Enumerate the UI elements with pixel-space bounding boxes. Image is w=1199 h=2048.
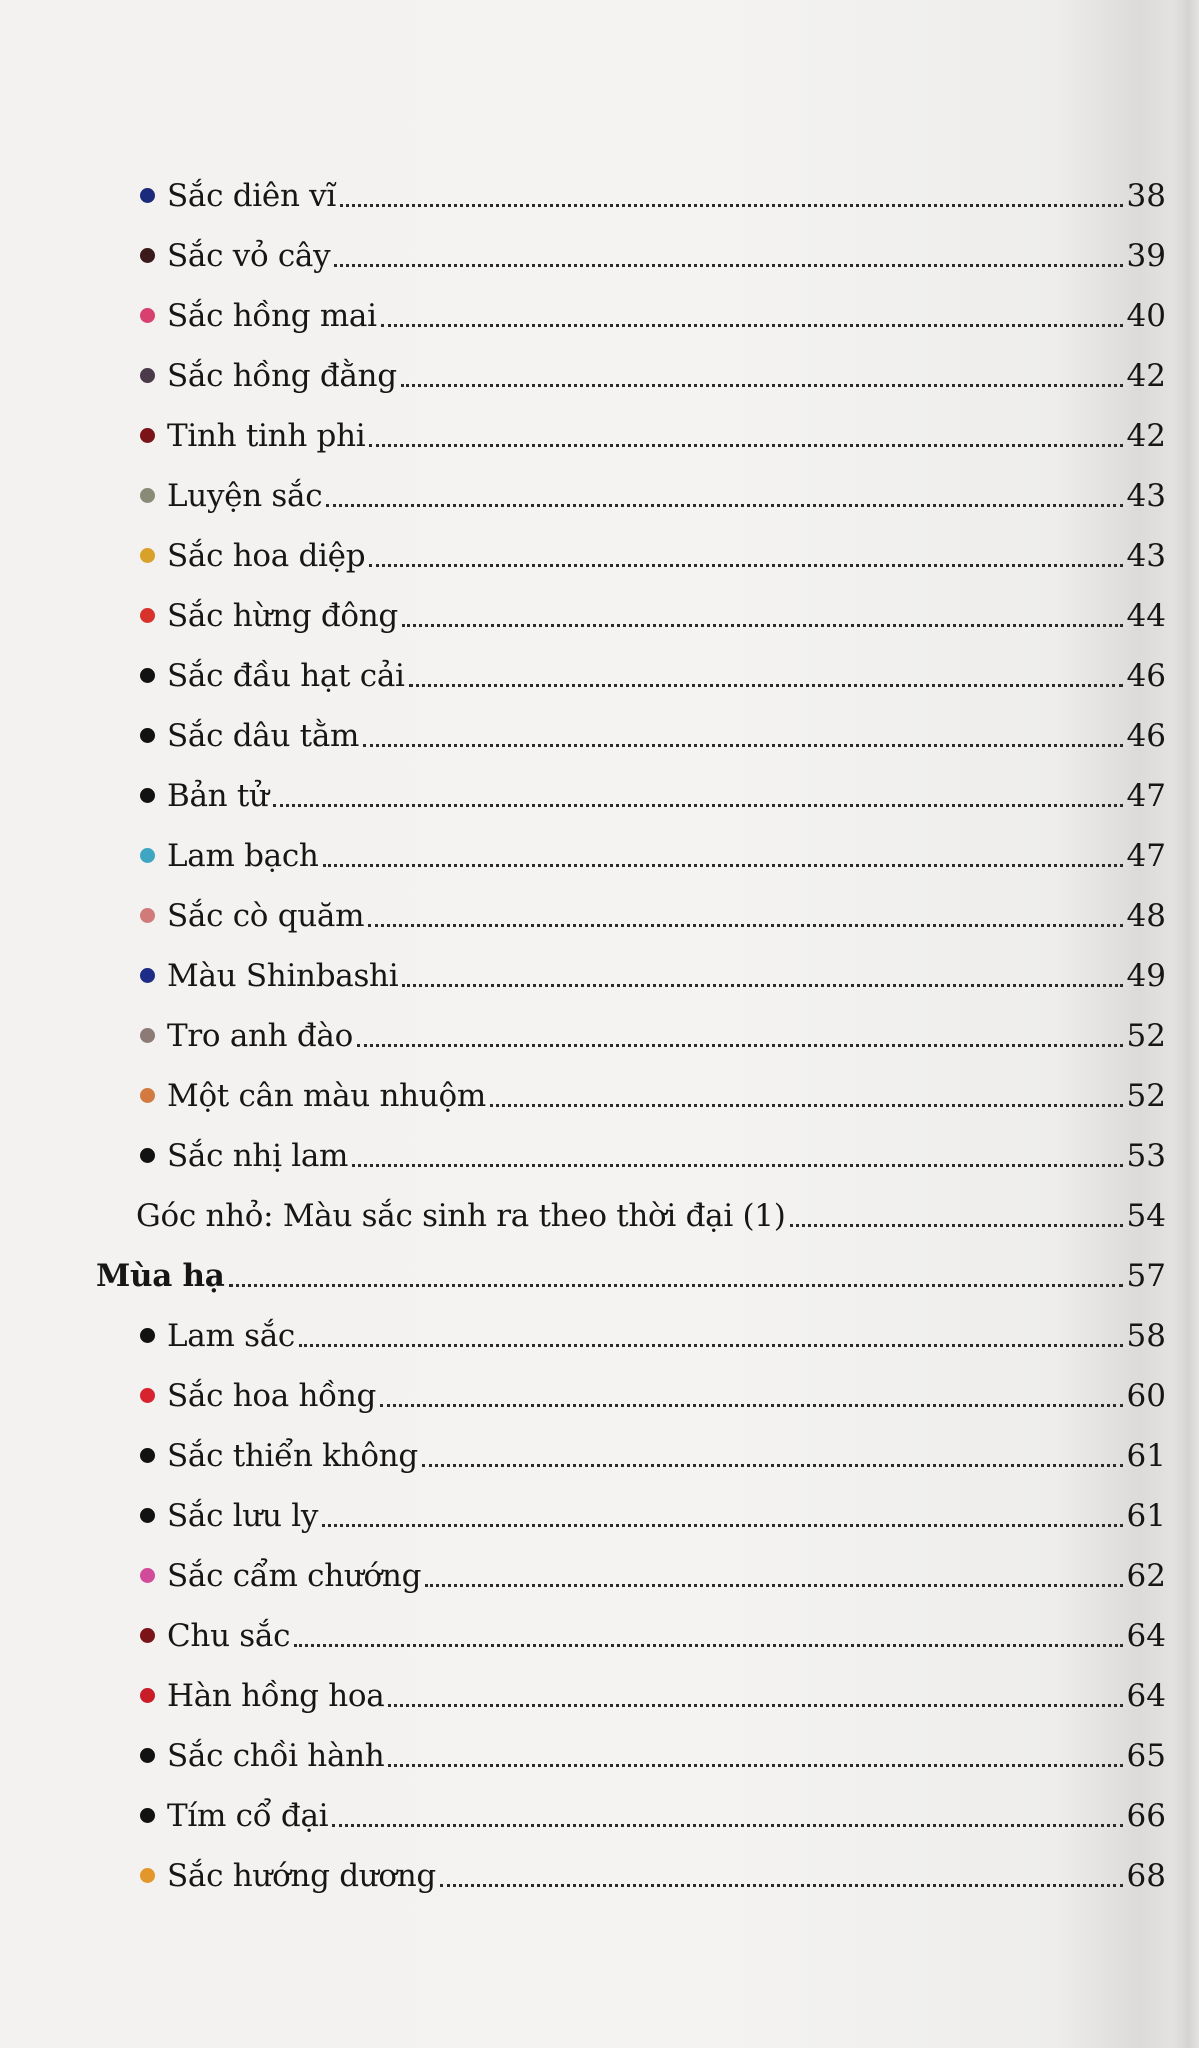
- toc-entry[interactable]: [140, 1372, 1166, 1416]
- toc-entry-title: Tro anh đào: [167, 1018, 353, 1054]
- toc-entry[interactable]: [140, 352, 1166, 396]
- toc-entry-title: Màu Shinbashi: [167, 958, 399, 994]
- toc-page-number: 66: [1126, 1798, 1166, 1834]
- bullet-dot-icon: [140, 548, 155, 563]
- toc-entry[interactable]: [140, 1792, 1166, 1836]
- bullet-dot-icon: [140, 488, 155, 503]
- toc-entry-title: Góc nhỏ: Màu sắc sinh ra theo thời đại (1): [136, 1198, 786, 1234]
- bullet-dot-icon: [140, 188, 155, 203]
- toc-entry-title: Sắc lưu ly: [167, 1498, 319, 1534]
- dot-leader: [368, 924, 1122, 927]
- dot-leader: [440, 1884, 1123, 1887]
- toc-page-number: 60: [1126, 1378, 1166, 1414]
- toc-entry[interactable]: [140, 1132, 1166, 1176]
- dot-leader: [422, 1464, 1123, 1467]
- dot-leader: [381, 324, 1123, 327]
- dot-leader: [334, 264, 1122, 267]
- toc-note-entry[interactable]: [136, 1192, 1166, 1236]
- toc-entry[interactable]: [140, 1732, 1166, 1776]
- toc-entry-title: Lam sắc: [167, 1318, 295, 1354]
- bullet-dot-icon: [140, 1508, 155, 1523]
- dot-leader: [369, 444, 1122, 447]
- bullet-dot-icon: [140, 1748, 155, 1763]
- toc-entry[interactable]: [140, 1312, 1166, 1356]
- toc-page-number: 40: [1126, 298, 1166, 334]
- toc-page-number: 47: [1126, 778, 1166, 814]
- bullet-dot-icon: [140, 1328, 155, 1343]
- toc-page-number: 68: [1126, 1858, 1166, 1894]
- bullet-dot-icon: [140, 368, 155, 383]
- toc-entry-title: Sắc diên vĩ: [167, 178, 336, 214]
- toc-entry-title: Sắc cẩm chướng: [167, 1558, 422, 1594]
- toc-entry-title: Sắc nhị lam: [167, 1138, 349, 1174]
- toc-entry-title: Sắc hoa hồng: [167, 1378, 377, 1414]
- toc-section-heading[interactable]: [96, 1252, 1166, 1296]
- toc-entry[interactable]: [140, 292, 1166, 336]
- toc-entry-title: Chu sắc: [167, 1618, 291, 1654]
- toc-entry-title: Tím cổ đại: [167, 1798, 329, 1834]
- toc-entry-title: Sắc thiển không: [167, 1438, 418, 1474]
- toc-entry[interactable]: [140, 772, 1166, 816]
- toc-entry-title: Sắc hồng mai: [167, 298, 377, 334]
- toc-entry-title: Sắc dâu tằm: [167, 718, 360, 754]
- bullet-dot-icon: [140, 1088, 155, 1103]
- toc-page-number: 38: [1126, 178, 1166, 214]
- dot-leader: [388, 1704, 1122, 1707]
- toc-entry-title: Hàn hồng hoa: [167, 1678, 385, 1714]
- toc-entry-title: Một cân màu nhuộm: [167, 1078, 486, 1114]
- toc-page-number: 49: [1126, 958, 1166, 994]
- toc-entry[interactable]: [140, 1552, 1166, 1596]
- toc-page-number: 54: [1126, 1198, 1166, 1234]
- toc-entry-title: Sắc vỏ cây: [167, 238, 331, 274]
- dot-leader: [340, 204, 1123, 207]
- dot-leader: [380, 1404, 1123, 1407]
- toc-page-number: 47: [1126, 838, 1166, 874]
- bullet-dot-icon: [140, 668, 155, 683]
- dot-leader: [402, 984, 1122, 987]
- toc-page-number: 62: [1126, 1558, 1166, 1594]
- toc-entry[interactable]: [140, 532, 1166, 576]
- bullet-dot-icon: [140, 248, 155, 263]
- dot-leader: [369, 564, 1122, 567]
- toc-page-number: 61: [1126, 1498, 1166, 1534]
- toc-entry[interactable]: [140, 712, 1166, 756]
- toc-entry[interactable]: [140, 1612, 1166, 1656]
- dot-leader: [790, 1224, 1123, 1227]
- bullet-dot-icon: [140, 428, 155, 443]
- toc-entry[interactable]: [140, 472, 1166, 516]
- toc-entry[interactable]: [140, 1492, 1166, 1536]
- bullet-dot-icon: [140, 788, 155, 803]
- toc-page-number: 57: [1126, 1258, 1166, 1294]
- toc-entry[interactable]: [140, 652, 1166, 696]
- toc-entry[interactable]: [140, 1012, 1166, 1056]
- bullet-dot-icon: [140, 1688, 155, 1703]
- toc-entry[interactable]: [140, 832, 1166, 876]
- toc-entry[interactable]: [140, 172, 1166, 216]
- dot-leader: [490, 1104, 1123, 1107]
- dot-leader: [322, 1524, 1122, 1527]
- bullet-dot-icon: [140, 1628, 155, 1643]
- bullet-dot-icon: [140, 1568, 155, 1583]
- toc-page-number: 46: [1126, 658, 1166, 694]
- toc-entry[interactable]: [140, 1852, 1166, 1896]
- toc-page-number: 52: [1126, 1078, 1166, 1114]
- toc-entry[interactable]: [140, 1072, 1166, 1116]
- toc-entry[interactable]: [140, 592, 1166, 636]
- dot-leader: [409, 684, 1123, 687]
- dot-leader: [402, 624, 1123, 627]
- dot-leader: [388, 1764, 1122, 1767]
- toc-entry[interactable]: [140, 232, 1166, 276]
- toc-page-number: 46: [1126, 718, 1166, 754]
- dot-leader: [363, 744, 1122, 747]
- dot-leader: [229, 1284, 1123, 1287]
- bullet-dot-icon: [140, 1448, 155, 1463]
- toc-entry[interactable]: [140, 952, 1166, 996]
- toc-page-number: 53: [1126, 1138, 1166, 1174]
- dot-leader: [294, 1644, 1122, 1647]
- toc-page-number: 52: [1126, 1018, 1166, 1054]
- toc-entry-title: Sắc đầu hạt cải: [167, 658, 405, 694]
- toc-page-number: 42: [1126, 358, 1166, 394]
- toc-page-number: 65: [1126, 1738, 1166, 1774]
- toc-page-number: 43: [1126, 478, 1166, 514]
- toc-entry-title: Sắc hoa diệp: [167, 538, 366, 574]
- toc-page-number: 44: [1126, 598, 1166, 634]
- toc-entry[interactable]: [140, 1432, 1166, 1476]
- bullet-dot-icon: [140, 728, 155, 743]
- toc-page-number: 61: [1126, 1438, 1166, 1474]
- dot-leader: [273, 804, 1123, 807]
- toc-entry[interactable]: [140, 892, 1166, 936]
- toc-entry-title: Mùa hạ: [96, 1258, 225, 1294]
- toc-entry-title: Sắc chồi hành: [167, 1738, 385, 1774]
- dot-leader: [357, 1044, 1123, 1047]
- toc-page-number: 48: [1126, 898, 1166, 934]
- toc-page-number: 58: [1126, 1318, 1166, 1354]
- toc-page-number: 42: [1126, 418, 1166, 454]
- bullet-dot-icon: [140, 308, 155, 323]
- toc-entry-title: Luyện sắc: [167, 478, 323, 514]
- bullet-dot-icon: [140, 908, 155, 923]
- dot-leader: [299, 1344, 1123, 1347]
- toc-entry-title: Sắc hồng đằng: [167, 358, 397, 394]
- toc-entry-title: Sắc hướng dương: [167, 1858, 436, 1894]
- bullet-dot-icon: [140, 1868, 155, 1883]
- toc-entry[interactable]: [140, 1672, 1166, 1716]
- dot-leader: [323, 864, 1123, 867]
- toc-page-number: 64: [1126, 1678, 1166, 1714]
- toc-entry-title: Sắc hừng đông: [167, 598, 398, 634]
- dot-leader: [425, 1584, 1122, 1587]
- toc-page-number: 43: [1126, 538, 1166, 574]
- bullet-dot-icon: [140, 968, 155, 983]
- toc-page-number: 39: [1126, 238, 1166, 274]
- toc-entry-title: Tinh tinh phi: [167, 418, 366, 454]
- dot-leader: [326, 504, 1122, 507]
- toc-entry-title: Lam bạch: [167, 838, 319, 874]
- toc-entry-title: Bản tử: [167, 778, 269, 814]
- toc-page-number: 64: [1126, 1618, 1166, 1654]
- dot-leader: [352, 1164, 1122, 1167]
- toc-entry[interactable]: [140, 412, 1166, 456]
- bullet-dot-icon: [140, 1808, 155, 1823]
- toc-entry-title: Sắc cò quăm: [167, 898, 365, 934]
- dot-leader: [332, 1824, 1122, 1827]
- bullet-dot-icon: [140, 1148, 155, 1163]
- bullet-dot-icon: [140, 1028, 155, 1043]
- dot-leader: [401, 384, 1123, 387]
- page-edge-shadow: [1173, 0, 1199, 2048]
- bullet-dot-icon: [140, 848, 155, 863]
- bullet-dot-icon: [140, 608, 155, 623]
- bullet-dot-icon: [140, 1388, 155, 1403]
